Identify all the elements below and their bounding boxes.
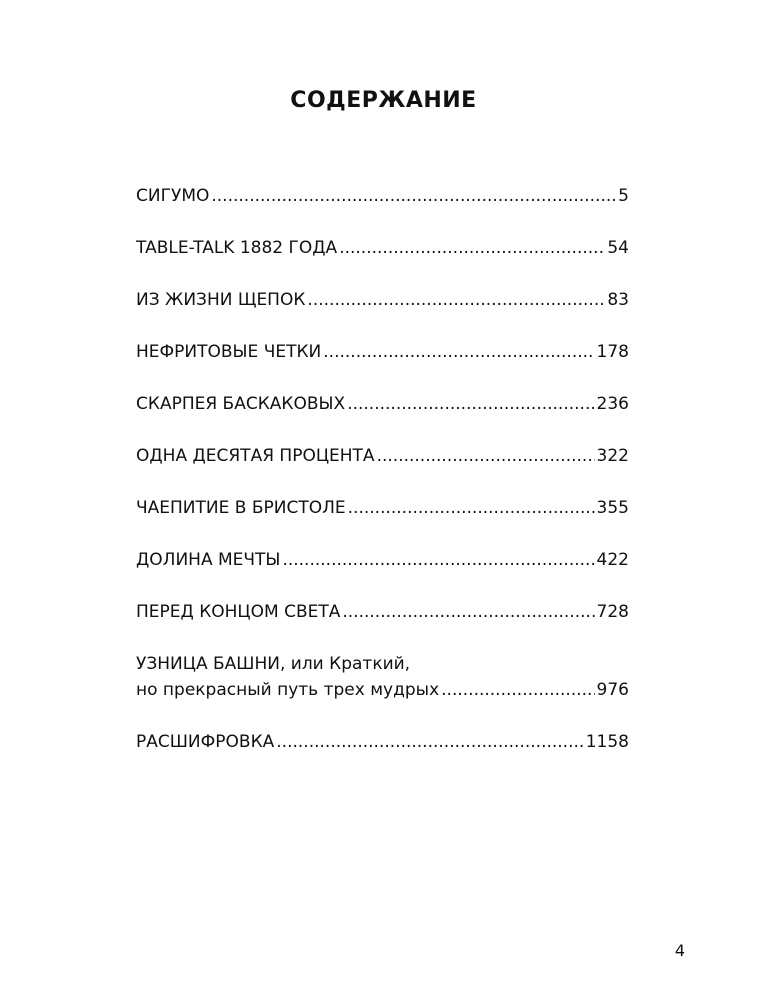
dot-leader bbox=[282, 547, 594, 573]
toc-list bbox=[136, 183, 629, 781]
dot-leader bbox=[339, 235, 605, 261]
toc-entry-page: 5 bbox=[618, 186, 629, 206]
toc-entry[interactable] bbox=[136, 235, 629, 261]
toc-entry-label: СИГУМО bbox=[136, 186, 210, 206]
dot-leader bbox=[276, 729, 583, 755]
dot-leader bbox=[348, 495, 595, 521]
toc-entry[interactable] bbox=[136, 547, 629, 573]
toc-entry-label: но прекрасный путь трех мудрых bbox=[136, 680, 440, 700]
toc-entry[interactable] bbox=[136, 339, 629, 365]
toc-entry-label: РАСШИФРОВКА bbox=[136, 732, 275, 752]
toc-entry-page: 728 bbox=[596, 602, 629, 622]
toc-entry-label: НЕФРИТОВЫЕ ЧЕТКИ bbox=[136, 342, 322, 362]
toc-entry-page: 236 bbox=[596, 394, 629, 414]
toc-entry[interactable] bbox=[136, 599, 629, 625]
toc-title: СОДЕРЖАНИЕ bbox=[290, 88, 477, 113]
dot-leader bbox=[307, 287, 605, 313]
dot-leader bbox=[342, 599, 594, 625]
dot-leader bbox=[441, 677, 594, 703]
toc-entry-label: TABLE-TALK 1882 ГОДА bbox=[136, 238, 338, 258]
toc-entry-page: 83 bbox=[607, 290, 629, 310]
toc-entry-page: 54 bbox=[607, 238, 629, 258]
toc-entry-page: 322 bbox=[596, 446, 629, 466]
toc-entry-label-line1: УЗНИЦА БАШНИ, или Краткий, bbox=[136, 654, 411, 674]
page-number: 4 bbox=[674, 941, 685, 960]
toc-entry[interactable] bbox=[136, 183, 629, 209]
toc-entry-label: ИЗ ЖИЗНИ ЩЕПОК bbox=[136, 290, 306, 310]
toc-entry-label: ОДНА ДЕСЯТАЯ ПРОЦЕНТА bbox=[136, 446, 375, 466]
dot-leader bbox=[323, 339, 594, 365]
toc-entry-page: 355 bbox=[596, 498, 629, 518]
dot-leader bbox=[211, 183, 616, 209]
toc-entry-page: 178 bbox=[596, 342, 629, 362]
toc-entry-page: 422 bbox=[596, 550, 629, 570]
toc-entry-label: ЧАЕПИТИЕ В БРИСТОЛЕ bbox=[136, 498, 346, 518]
toc-entry[interactable] bbox=[136, 443, 629, 469]
toc-entry-label: ДОЛИНА МЕЧТЫ bbox=[136, 550, 281, 570]
toc-entry-page: 976 bbox=[596, 680, 629, 700]
toc-entry-label: СКАРПЕЯ БАСКАКОВЫХ bbox=[136, 394, 346, 414]
toc-entry[interactable] bbox=[136, 651, 629, 703]
toc-entry-label: ПЕРЕД КОНЦОМ СВЕТА bbox=[136, 602, 341, 622]
toc-entry[interactable] bbox=[136, 495, 629, 521]
toc-entry-page: 1158 bbox=[585, 732, 629, 752]
dot-leader bbox=[377, 443, 595, 469]
dot-leader bbox=[347, 391, 594, 417]
toc-entry[interactable] bbox=[136, 729, 629, 755]
toc-entry[interactable] bbox=[136, 287, 629, 313]
toc-entry[interactable] bbox=[136, 391, 629, 417]
